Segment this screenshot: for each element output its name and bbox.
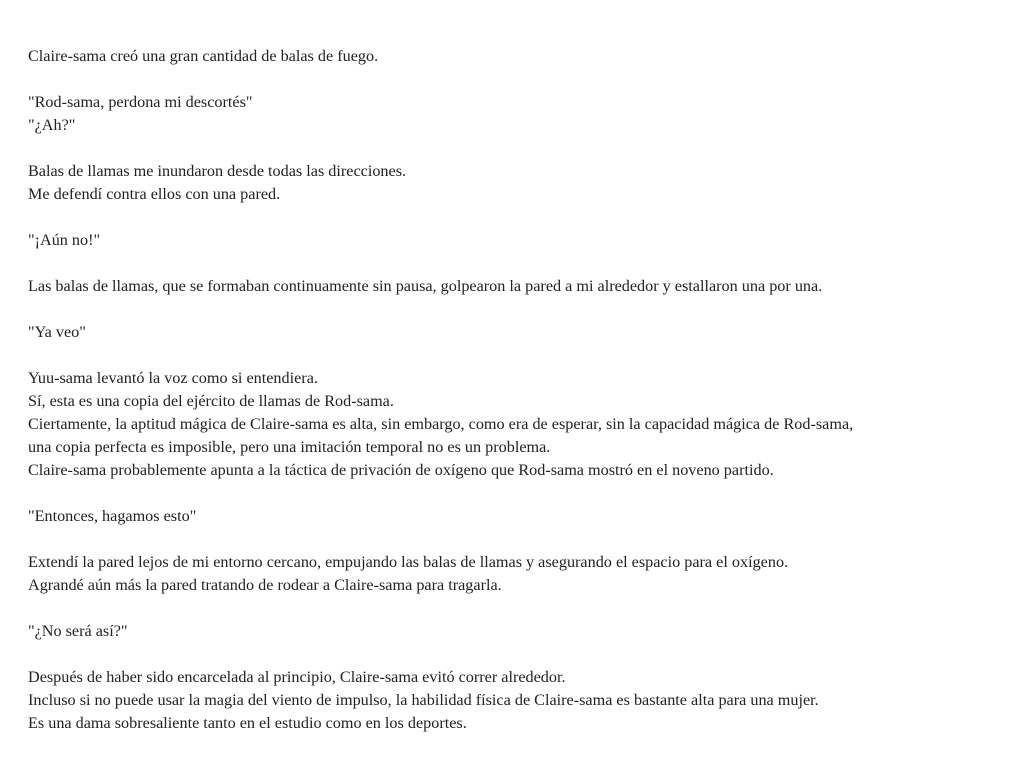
paragraph: [28, 160, 1008, 206]
text-line: "Entonces, hagamos esto": [28, 507, 197, 525]
paragraph: [28, 367, 1008, 482]
text-line: Claire-sama probablemente apunta a la táctica de privación de oxígeno que Rod-sama mostró en el noveno partido.: [28, 461, 774, 479]
paragraph: [28, 666, 1008, 735]
paragraph: [28, 505, 1008, 528]
text-line: Agrandé aún más la pared tratando de rodear a Claire-sama para tragarla.: [28, 576, 502, 594]
text-line: Las balas de llamas, que se formaban continuamente sin pausa, golpearon la pared a mi alrededor y estallaron una por una.: [28, 277, 823, 295]
text-line: Es una dama sobresaliente tanto en el estudio como en los deportes.: [28, 714, 467, 732]
text-line: Balas de llamas me inundaron desde todas las direcciones.: [28, 162, 407, 180]
paragraph: [28, 275, 1008, 298]
text-line: "Rod-sama, perdona mi descortés": [28, 93, 253, 111]
paragraph: [28, 551, 1008, 597]
text-line: Extendí la pared lejos de mi entorno cercano, empujando las balas de llamas y asegurando el espacio para el oxígeno.: [28, 553, 789, 571]
text-line: Yuu-sama levantó la voz como si entendiera.: [28, 369, 318, 387]
paragraph: [28, 229, 1008, 252]
text-line: Sí, esta es una copia del ejército de llamas de Rod-sama.: [28, 392, 394, 410]
text-line: una copia perfecta es imposible, pero una imitación temporal no es un problema.: [28, 438, 551, 456]
paragraph: [28, 91, 1008, 137]
paragraph: [28, 321, 1008, 344]
paragraph: [28, 620, 1008, 643]
text-line: Ciertamente, la aptitud mágica de Claire-sama es alta, sin embargo, como era de esperar, sin la capacidad mágica de Rod-sama,: [28, 415, 854, 433]
document-body: [28, 45, 1008, 758]
text-line: Incluso si no puede usar la magia del viento de impulso, la habilidad física de Claire-sama es bastante alta para una mujer.: [28, 691, 819, 709]
text-line: Me defendí contra ellos con una pared.: [28, 185, 281, 203]
text-line: "¡Aún no!": [28, 231, 101, 249]
paragraph: [28, 45, 1008, 68]
text-line: "¿Ah?": [28, 116, 76, 134]
text-line: "Ya veo": [28, 323, 86, 341]
text-line: Claire-sama creó una gran cantidad de balas de fuego.: [28, 47, 379, 65]
text-line: "¿No será así?": [28, 622, 128, 640]
text-line: Después de haber sido encarcelada al principio, Claire-sama evitó correr alrededor.: [28, 668, 566, 686]
